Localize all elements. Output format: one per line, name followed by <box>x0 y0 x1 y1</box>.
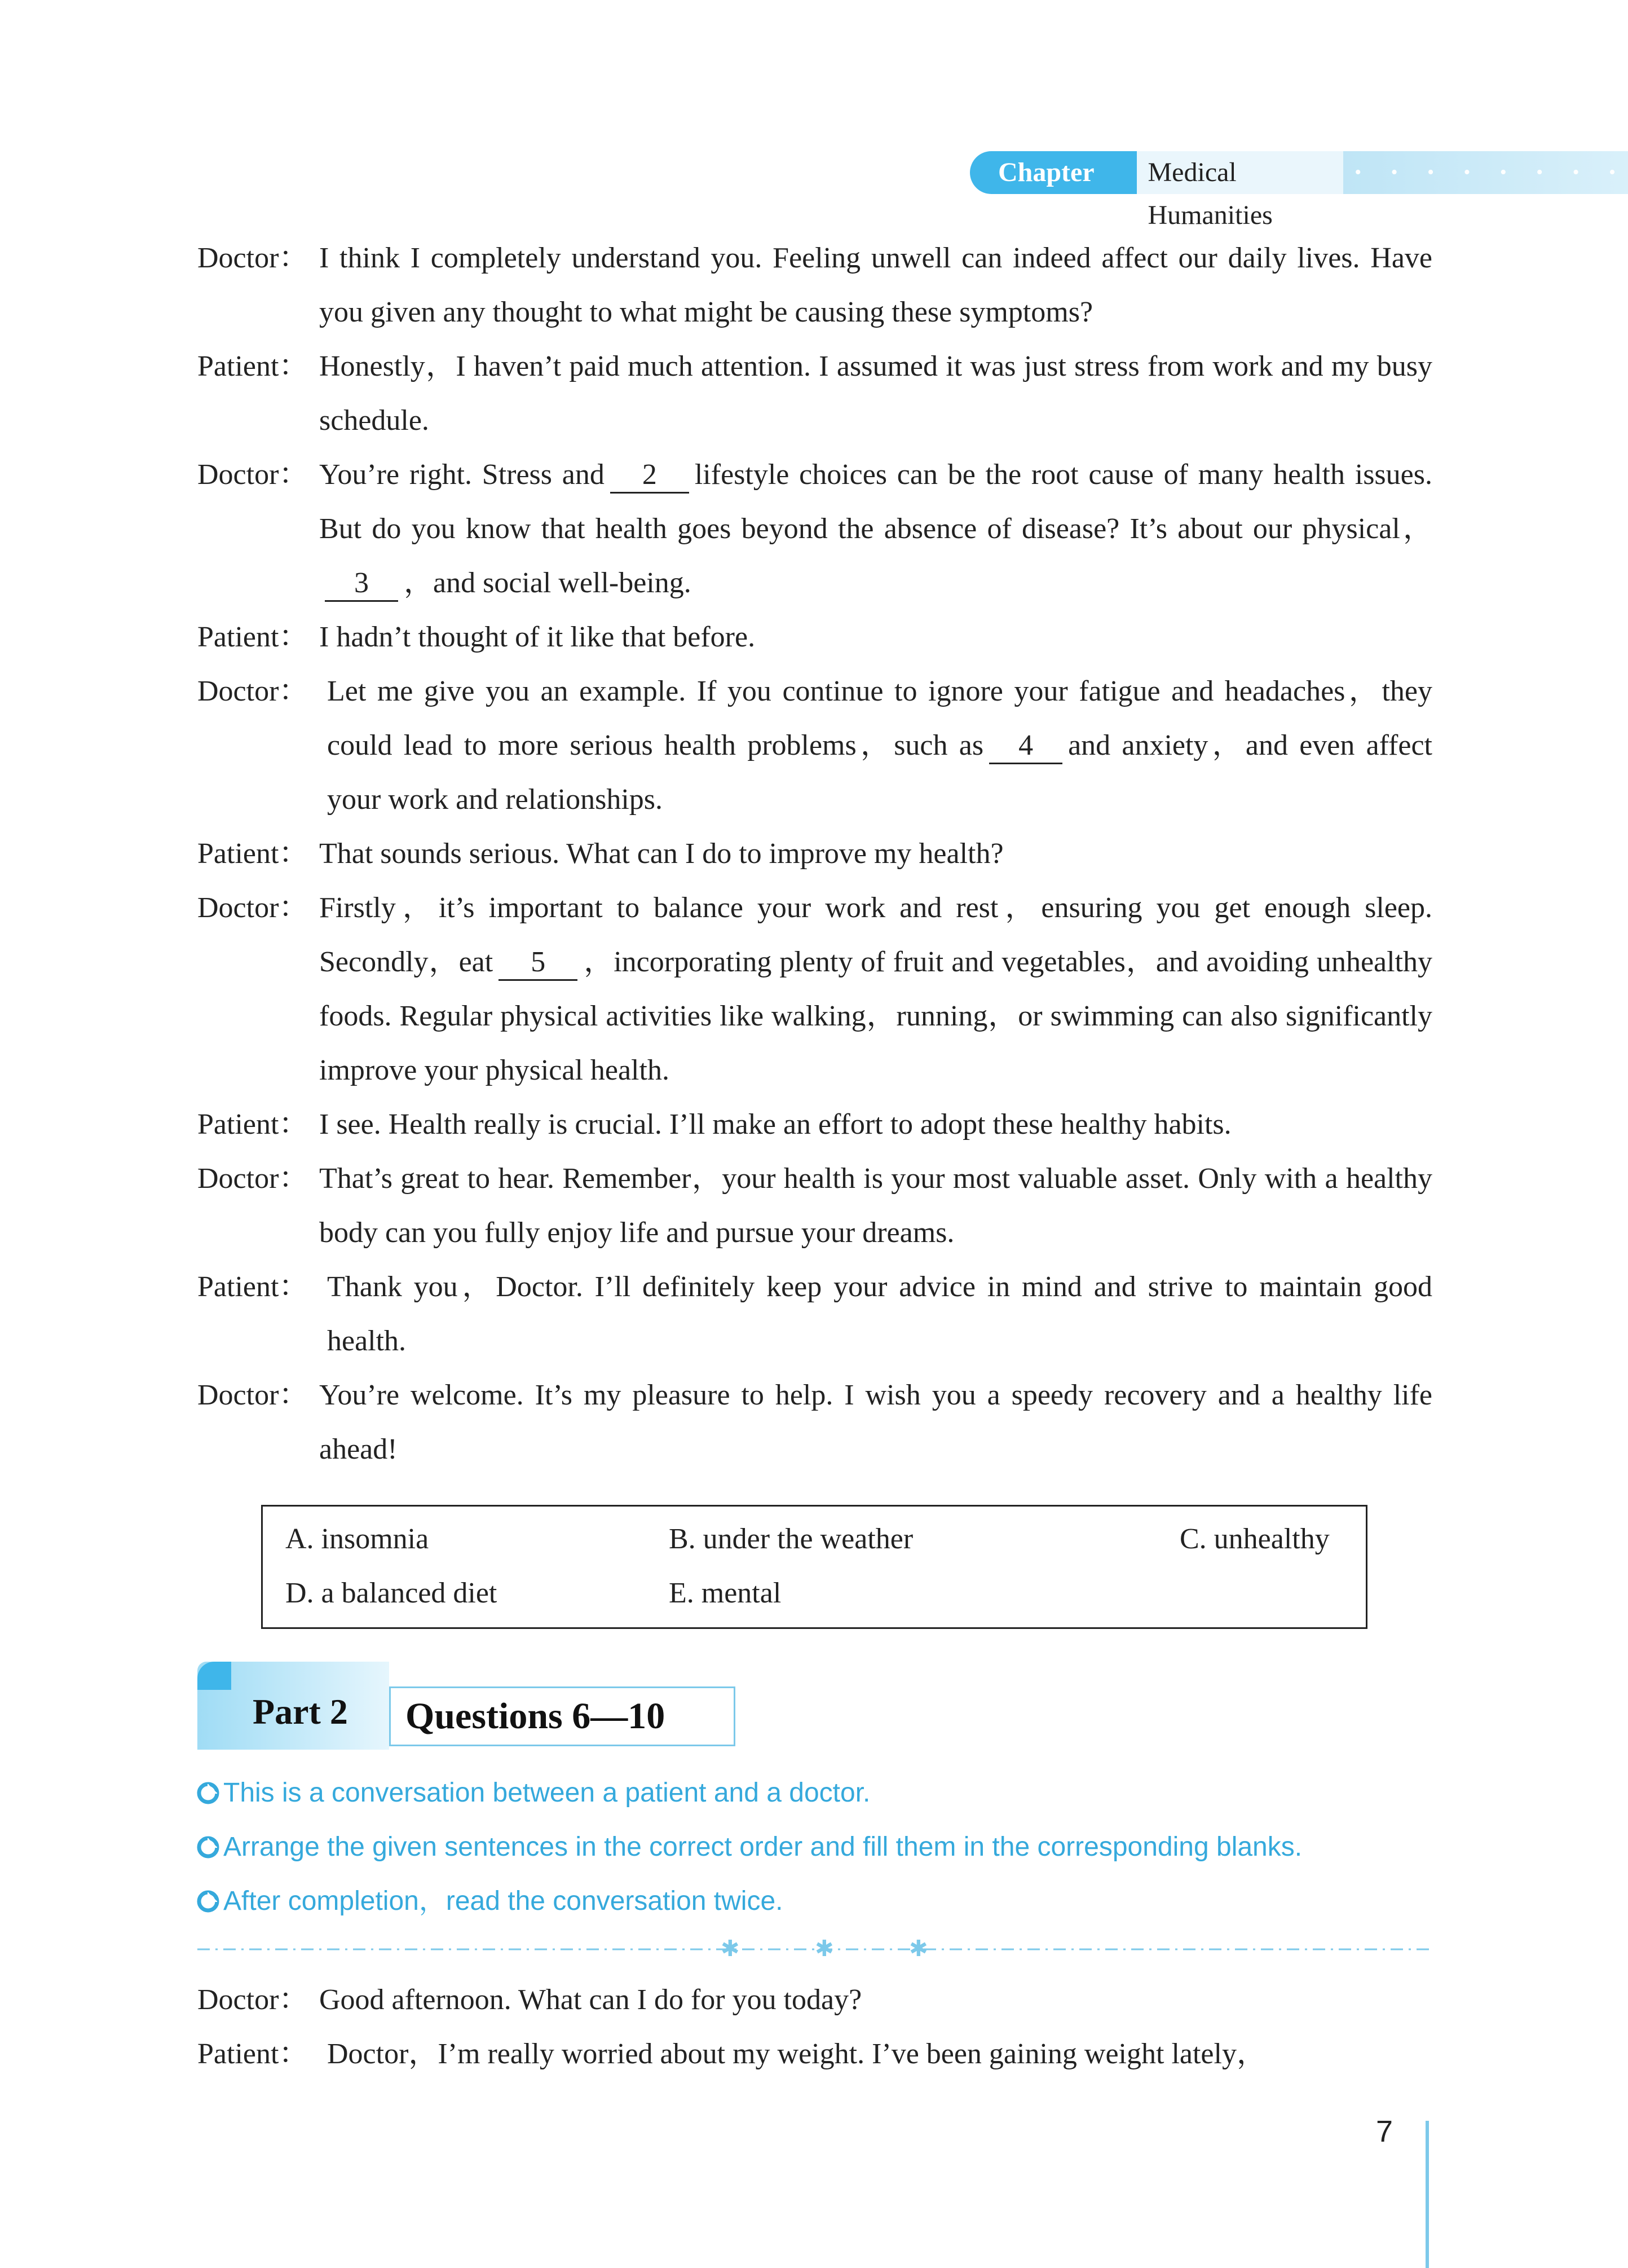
svg-text:✱: ✱ <box>721 1936 740 1962</box>
speaker-label: Doctor： <box>197 242 308 274</box>
instruction-item <box>197 1879 1302 1934</box>
dialogue-turn <box>197 1152 1432 1260</box>
option-e[interactable]: E. mental <box>669 1577 782 1609</box>
instruction-text: Arrange the given sentences in the correct order and fill them in the corresponding blanks. <box>223 1832 1303 1862</box>
speaker-label: Patient： <box>197 350 308 382</box>
page-number: 7 <box>1376 2115 1393 2148</box>
circle-arrow-icon <box>197 1891 219 1912</box>
speech-text: I see. Health really is crucial. I’ll make an effort to adopt these healthy habits. <box>319 1108 1232 1140</box>
circle-arrow-icon <box>197 1837 219 1858</box>
section-divider <box>197 1938 1432 1961</box>
speaker-label: Patient： <box>197 1108 308 1140</box>
option-c[interactable]: C. unhealthy <box>1180 1523 1330 1555</box>
speech-text <box>197 664 1432 827</box>
dialogue-turn <box>197 881 1432 1098</box>
speech-segment: You’re right. Stress and <box>319 459 605 491</box>
instruction-text: After completion，read the conversation twice. <box>223 1886 783 1916</box>
speaker-label: Doctor： <box>197 892 308 924</box>
speaker-label: Doctor： <box>197 1984 308 2016</box>
speech-text <box>197 448 1432 610</box>
dialogue-turn <box>197 1973 1432 2027</box>
header-dots: • • • • • • • • <box>1343 151 1628 194</box>
part-label: Part 2 <box>253 1692 348 1732</box>
svg-text:✱: ✱ <box>815 1936 834 1962</box>
dialogue-turn <box>197 448 1432 610</box>
speaker-label: Doctor： <box>197 1162 308 1195</box>
dialogue-turn <box>197 1260 1432 1368</box>
speech-text: I think I completely understand you. Feeling unwell can indeed affect our daily lives. Have you given any thought to what might be causing these symptoms? <box>319 242 1432 328</box>
chapter-title: Medical Humanities <box>1137 151 1344 194</box>
speaker-label: Patient： <box>197 1271 308 1303</box>
option-d[interactable]: D. a balanced diet <box>285 1577 497 1609</box>
speaker-label: Patient： <box>197 2038 308 2070</box>
instructions-list <box>197 1771 1302 1934</box>
speech-text: You’re welcome. It’s my pleasure to help. I wish you a speedy recovery and a healthy life ahead! <box>319 1379 1432 1465</box>
banner-curl-decoration <box>197 1662 231 1690</box>
blank-3[interactable]: 3 <box>325 566 398 602</box>
speech-text: That’s great to hear. Remember，your health is your most valuable asset. Only with a healthy body can you fully enjoy life and pursue your dreams. <box>319 1162 1432 1249</box>
speech-text <box>197 881 1432 1098</box>
blank-5[interactable]: 5 <box>498 945 577 981</box>
dialogue-turn <box>197 827 1432 881</box>
speaker-label: Doctor： <box>197 675 308 707</box>
speech-segment: lifestyle choices can be the root cause of many health issues. But do you know that health goes beyond the absence of disease? It’s about our physical， <box>319 459 1432 545</box>
svg-text:✱: ✱ <box>909 1936 928 1962</box>
speech-text: Doctor，I’m really worried about my weight. I’ve been gaining weight lately， <box>327 2038 1266 2070</box>
chapter-label: Chapter One <box>970 151 1137 194</box>
questions-range: Questions 6—10 <box>389 1686 735 1746</box>
dialogue-turn <box>197 340 1432 448</box>
speech-text: That sounds serious. What can I do to improve my health? <box>319 838 1004 870</box>
dialogue-turn <box>197 1098 1432 1152</box>
speech-segment: ，incorporating plenty of fruit and vegetables，and avoiding unhealthy foods. Regular physical activities like walking，running，or swimming can also significantly improve your physical health. <box>319 946 1432 1086</box>
instruction-item <box>197 1825 1302 1879</box>
dialogue-part1 <box>197 231 1432 1477</box>
instruction-text: This is a conversation between a patient and a doctor. <box>223 1778 871 1808</box>
speech-text: Honestly，I haven’t paid much attention. I assumed it was just stress from work and my busy schedule. <box>319 350 1432 437</box>
dialogue-turn <box>197 2027 1432 2081</box>
page-edge-bar <box>1426 2121 1429 2268</box>
circle-arrow-icon <box>197 1782 219 1804</box>
chapter-header <box>970 151 1628 230</box>
speech-text: Thank you，Doctor. I’ll definitely keep your advice in mind and strive to maintain good health. <box>327 1271 1432 1357</box>
speaker-label: Patient： <box>197 621 308 653</box>
speech-segment: and anxiety，and even affect your work and relationships. <box>327 729 1432 816</box>
speech-segment: Let me give you an example. If you continue to ignore your fatigue and headaches，they could lead to more serious health problems，such as <box>327 675 1432 761</box>
blank-2[interactable]: 2 <box>610 458 689 494</box>
dialogue-turn <box>197 664 1432 827</box>
speech-segment: ，and social well-being. <box>404 567 691 599</box>
dialogue-turn <box>197 610 1432 664</box>
instruction-item <box>197 1771 1302 1825</box>
option-a[interactable]: A. insomnia <box>285 1523 429 1555</box>
speaker-label: Doctor： <box>197 459 308 491</box>
speech-text: I hadn’t thought of it like that before. <box>319 621 756 653</box>
speaker-label: Doctor： <box>197 1379 308 1411</box>
speaker-label: Patient： <box>197 838 308 870</box>
dialogue-part2 <box>197 1973 1432 2081</box>
option-b[interactable]: B. under the weather <box>669 1523 914 1555</box>
speech-text: Good afternoon. What can I do for you today? <box>319 1984 862 2016</box>
answer-options-box <box>261 1505 1367 1629</box>
dialogue-turn <box>197 231 1432 340</box>
blank-4[interactable]: 4 <box>989 729 1062 764</box>
dialogue-turn <box>197 1368 1432 1477</box>
speech-segment: Firstly，it’s important to balance your work and rest，ensuring you get enough sleep. Secondly，eat <box>319 892 1432 978</box>
